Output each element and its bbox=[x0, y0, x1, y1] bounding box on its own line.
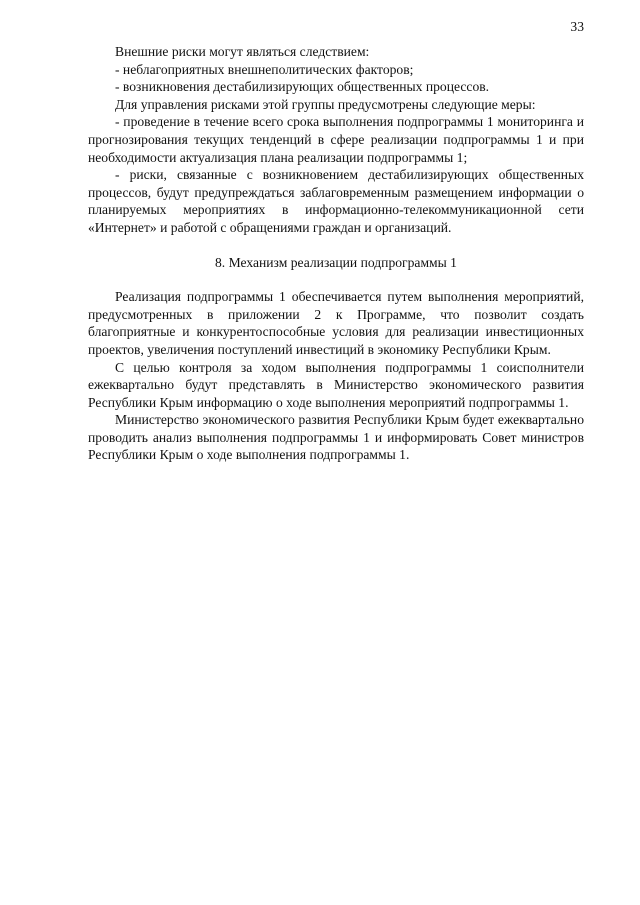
paragraph-external-risks-intro: Внешние риски могут являться следствием: bbox=[115, 44, 370, 59]
list-item-foreign-policy-factors: - неблагоприятных внешнеполитических факторов; bbox=[115, 61, 414, 77]
list-item-monitoring-measure: - проведение в течение всего срока выполнения подпрограммы 1 мониторинга и прогнозирования текущих тенденций в сфере реализации подпрограммы 1 и при необходимости актуализация плана реализации подпрограммы 1; bbox=[88, 114, 584, 165]
paragraph-analysis: Министерство экономического развития Республики Крым будет ежеквартально проводить анализ выполнения подпрограммы 1 и информировать Совет министров Республики Крым о ходе выполнения подпрограммы 1. bbox=[88, 412, 584, 463]
list-item-destabilizing-processes: - возникновения дестабилизирующих общественных процессов. bbox=[115, 79, 490, 95]
paragraph-control: С целью контроля за ходом выполнения подпрограммы 1 соисполнители ежеквартально будут представлять в Министерство экономического развития Республики Крым информацию о ходе выполнения мероприятий подпрограммы 1. bbox=[88, 359, 584, 410]
section-heading: 8. Механизм реализации подпрограммы 1 bbox=[215, 254, 457, 270]
list-item-information-measure: - риски, связанные с возникновением дестабилизирующих общественных процессов, будут предупреждаться заблаговременным размещением информации о планируемых мероприятиях в информационно-телекоммуникационной сети «Интернет» и работой с обращениями граждан и организаций. bbox=[88, 167, 584, 235]
paragraph-risk-management-measures: Для управления рисками этой группы предусмотрены следующие меры: bbox=[115, 96, 536, 112]
page-content bbox=[88, 43, 584, 464]
paragraph-implementation: Реализация подпрограммы 1 обеспечивается путем выполнения мероприятий, предусмотренных в приложении 2 к Программе, что позволит создать благоприятные и конкурентоспособные условия для реализации инвестиционных проектов, увеличения поступлений инвестиций в экономику Республики Крым. bbox=[88, 289, 584, 357]
page-number: 33 bbox=[570, 19, 584, 34]
